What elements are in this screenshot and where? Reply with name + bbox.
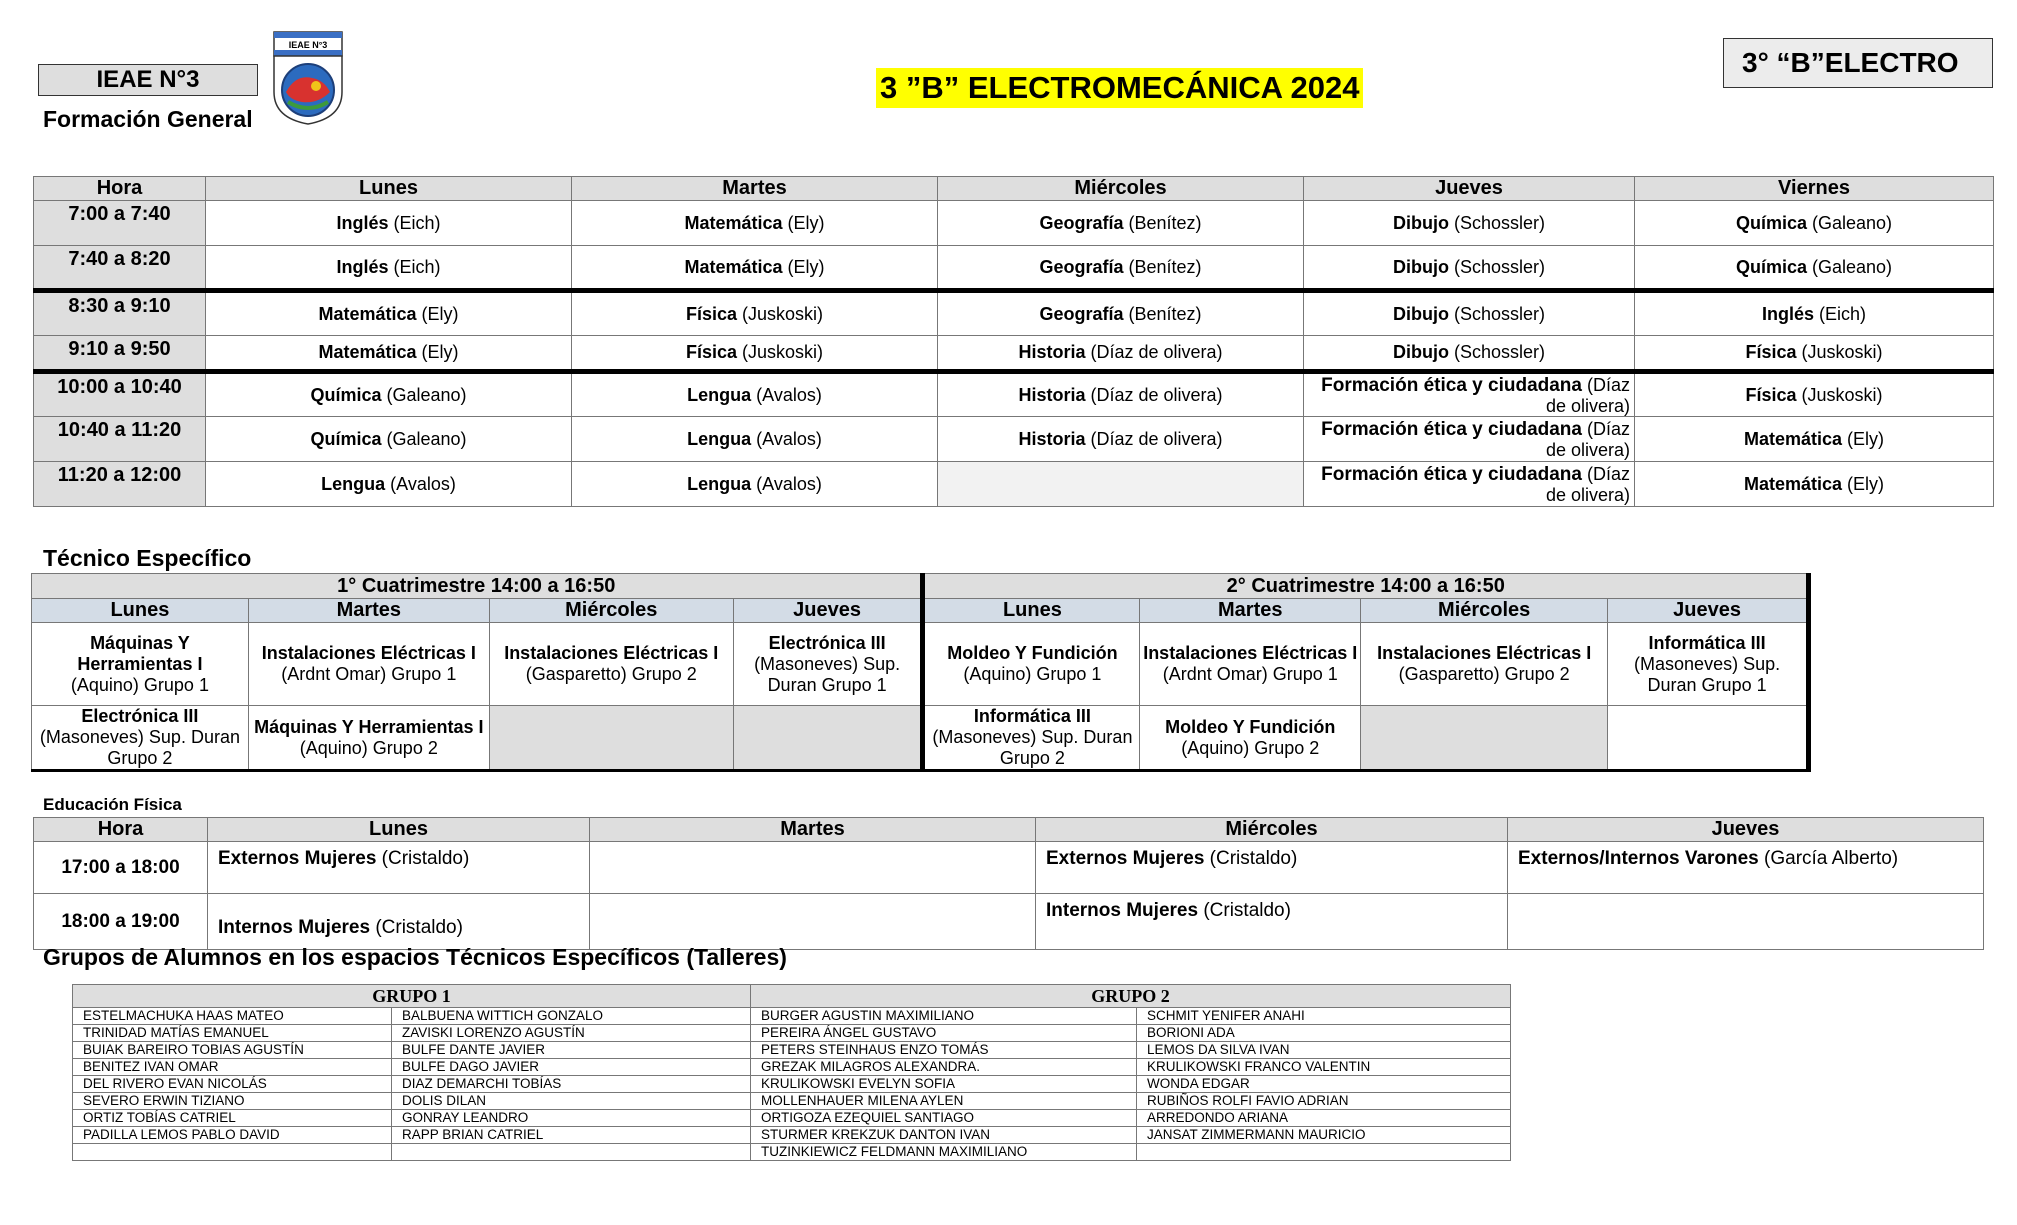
class-cell [1304,201,1635,246]
student-name: ARREDONDO ARIANA [1137,1110,1511,1127]
student-name: GREZAK MILAGROS ALEXANDRA. [751,1059,1137,1076]
table-row [34,372,1994,417]
subject-name: Inglés [1761,303,1814,324]
student-name: RAPP BRIAN CATRIEL [392,1127,751,1144]
school-label: IEAE N°3 [38,64,258,96]
subject-name: Moldeo Y Fundición [947,643,1118,663]
subject-name: Lengua [687,428,752,449]
class-cell [572,291,938,336]
column-header: Martes [572,177,938,201]
student-name: ESTELMACHUKA HAAS MATEO [73,1008,392,1025]
class-cell [572,462,938,507]
teacher-name: (Masoneves) Sup. Duran Grupo 1 [754,653,901,695]
table-row [34,336,1994,372]
day-header: Miércoles [1361,599,1608,623]
teacher-name: (Benítez) [1123,256,1202,277]
teacher-name: (Benítez) [1123,212,1202,233]
time-cell: 8:30 a 9:10 [34,291,206,336]
student-name: TRINIDAD MATÍAS EMANUEL [73,1025,392,1042]
subject-name: Matemática [318,303,417,324]
table-header-row [34,818,1984,842]
teacher-name: (Galeano) [1806,212,1893,233]
student-name: SCHMIT YENIFER ANAHI [1137,1008,1511,1025]
subject-name: Matemática [684,256,783,277]
subject-name: Máquinas Y Herramientas I [77,632,203,674]
time-cell: 7:40 a 8:20 [34,246,206,291]
student-name: BUIAK BAREIRO TOBIAS AGUSTÍN [73,1042,392,1059]
subject-name: Externos Mujeres [218,848,377,869]
day-header: Lunes [923,599,1140,623]
subject-name: Máquinas Y Herramientas I [254,716,484,737]
column-header: Martes [590,818,1036,842]
subject-name: Moldeo Y Fundición [1165,716,1336,737]
class-cell [938,462,1304,507]
class-cell [208,894,590,950]
teacher-name: (Ely) [1842,473,1885,494]
day-header: Jueves [1608,599,1809,623]
grupos-title: Grupos de Alumnos en los espacios Técnicos Específicos (Talleres) [43,944,787,970]
teacher-name: (Ely) [1842,428,1885,449]
class-cell [1304,336,1635,372]
subject-name: Electrónica III [768,632,886,653]
workshop-cell [923,623,1140,706]
time-cell: 11:20 a 12:00 [34,462,206,507]
subject-name: Inglés [336,256,389,277]
educacion-fisica-table [33,817,1984,950]
day-header: Lunes [32,599,249,623]
teacher-name: (Cristaldo) [370,917,463,938]
class-cell [572,372,938,417]
cuatrimestre-2-header: 2° Cuatrimestre 14:00 a 16:50 [923,574,1809,599]
column-header: Miércoles [1036,818,1508,842]
workshop-cell [489,623,733,706]
student-name: BALBUENA WITTICH GONZALO [392,1008,751,1025]
class-cell [206,246,572,291]
subject-name: Química [1735,212,1807,233]
class-cell [572,246,938,291]
days-row [32,599,1809,623]
time-cell: 9:10 a 9:50 [34,336,206,372]
student-name: ORTIZ TOBÍAS CATRIEL [73,1110,392,1127]
page-title: 3 ”B” ELECTROMECÁNICA 2024 [876,68,1363,108]
student-name: BULFE DANTE JAVIER [392,1042,751,1059]
student-name: BURGER AGUSTIN MAXIMILIANO [751,1008,1137,1025]
workshop-cell [733,623,923,706]
class-cell [938,291,1304,336]
subject-name: Dibujo [1392,256,1449,277]
student-row [73,1008,1511,1025]
tecnico-title: Técnico Específico [43,545,252,571]
student-name: DOLIS DILAN [392,1093,751,1110]
subject-name: Física [685,303,737,324]
class-cell [1635,246,1994,291]
subject-name: Informática III [1648,632,1766,653]
svg-text:IEAE N°3: IEAE N°3 [288,40,328,50]
table-row [32,706,1809,771]
teacher-name: (Schossler) [1448,303,1546,324]
table-header-row [73,985,1511,1008]
subject-name: Informática III [973,706,1091,726]
cuatrimestre-row [32,574,1809,599]
table-row [34,246,1994,291]
teacher-name: (Masoneves) Sup. Duran Grupo 2 [39,727,240,768]
column-header: Jueves [1508,818,1984,842]
workshop-cell [1361,706,1608,771]
workshop-cell [248,623,489,706]
subject-name: Geografía [1039,303,1124,324]
student-row [73,1025,1511,1042]
subject-name: Instalaciones Eléctricas I [1143,643,1358,663]
subject-name: Geografía [1039,212,1124,233]
table-row [34,842,1984,894]
class-cell [1635,417,1994,462]
subject-name: Historia [1018,384,1086,405]
teacher-name: (Eich) [388,256,441,277]
subject-name: Internos Mujeres [1046,900,1199,921]
grupo-1-header: GRUPO 1 [73,985,751,1008]
time-cell: 18:00 a 19:00 [34,894,208,950]
workshop-cell [489,706,733,771]
class-cell [206,291,572,336]
time-cell: 10:40 a 11:20 [34,417,206,462]
teacher-name: (Cristaldo) [1204,848,1298,869]
table-row [32,623,1809,706]
teacher-name: (Aquino) Grupo 1 [963,664,1102,684]
teacher-name: (Gasparetto) Grupo 2 [1398,664,1570,684]
workshop-cell [1608,706,1809,771]
student-name: GONRAY LEANDRO [392,1110,751,1127]
student-row [73,1042,1511,1059]
subject-name: Geografía [1039,256,1124,277]
student-name: TUZINKIEWICZ FELDMANN MAXIMILIANO [751,1144,1137,1161]
teacher-name: (Masoneves) Sup. Duran Grupo 2 [932,727,1133,768]
workshop-cell [1140,623,1361,706]
student-name: SEVERO ERWIN TIZIANO [73,1093,392,1110]
student-name: KRULIKOWSKI EVELYN SOFIA [751,1076,1137,1093]
class-cell [1304,462,1635,507]
student-row [73,1127,1511,1144]
subject-name: Matemática [318,342,417,362]
teacher-name: (Ely) [416,303,459,324]
student-name: MOLLENHAUER MILENA AYLEN [751,1093,1137,1110]
teacher-name: (Juskoski) [737,303,824,324]
class-cell [938,336,1304,372]
table-header-row [34,177,1994,201]
subject-name: Dibujo [1392,212,1449,233]
subject-name: Internos Mujeres [218,917,371,938]
student-row [73,1093,1511,1110]
student-row [73,1110,1511,1127]
workshop-cell [923,706,1140,771]
teacher-name: (Díaz de olivera) [1545,418,1630,460]
teacher-name: (Avalos) [385,473,456,494]
class-cell [1635,291,1994,336]
subject-name: Formación ética y ciudadana [1321,374,1582,396]
teacher-name: (Díaz de olivera) [1085,342,1223,362]
student-name: WONDA EDGAR [1137,1076,1511,1093]
subject-name: Física [685,342,737,362]
student-name: LEMOS DA SILVA IVAN [1137,1042,1511,1059]
day-header: Martes [248,599,489,623]
class-cell [590,842,1036,894]
teacher-name: (Juskoski) [1796,384,1883,405]
tecnico-schedule-table [31,573,1811,772]
subject-name: Dibujo [1392,342,1449,362]
teacher-name: (Díaz de olivera) [1085,384,1223,405]
column-header: Jueves [1304,177,1635,201]
class-cell [1304,246,1635,291]
teacher-name: (Ely) [782,256,825,277]
class-cell [1635,201,1994,246]
subject-name: Formación ética y ciudadana [1321,418,1582,440]
subject-name: Lengua [687,384,752,405]
subject-name: Matemática [684,212,783,233]
subject-name: Dibujo [1392,303,1449,324]
workshop-cell [32,706,249,771]
student-row [73,1144,1511,1161]
subject-name: Externos/Internos Varones [1518,848,1759,869]
student-name: BORIONI ADA [1137,1025,1511,1042]
subject-name: Historia [1018,342,1086,362]
column-header: Hora [34,818,208,842]
workshop-cell [733,706,923,771]
student-name [1137,1144,1511,1161]
class-cell [206,462,572,507]
subject-name: Lengua [321,473,386,494]
student-name: PEREIRA ÁNGEL GUSTAVO [751,1025,1137,1042]
teacher-name: (Díaz de olivera) [1545,374,1630,416]
teacher-name: (Aquino) Grupo 2 [1181,737,1320,758]
table-row [34,462,1994,507]
class-cell [938,246,1304,291]
subject-name: Historia [1018,428,1086,449]
class-cell [938,417,1304,462]
grupos-table [72,984,1511,1161]
teacher-name: (Benítez) [1123,303,1202,324]
teacher-name: (Díaz de olivera) [1085,428,1223,449]
student-name: KRULIKOWSKI FRANCO VALENTIN [1137,1059,1511,1076]
teacher-name: (Ely) [416,342,459,362]
class-cell [208,842,590,894]
teacher-name: (Díaz de olivera) [1545,463,1630,505]
workshop-cell [1140,706,1361,771]
teacher-name: (Avalos) [751,473,822,494]
column-header: Lunes [206,177,572,201]
teacher-name: (Schossler) [1448,256,1546,277]
workshop-cell [1608,623,1809,706]
teacher-name: (Schossler) [1448,212,1546,233]
day-header: Martes [1140,599,1361,623]
class-cell [1508,842,1984,894]
teacher-name: (Galeano) [381,384,467,405]
student-name: BENITEZ IVAN OMAR [73,1059,392,1076]
teacher-name: (Avalos) [751,428,822,449]
teacher-name: (Masoneves) Sup. Duran Grupo 1 [1634,653,1781,695]
student-name: ZAVISKI LORENZO AGUSTÍN [392,1025,751,1042]
student-name: DEL RIVERO EVAN NICOLÁS [73,1076,392,1093]
subject-name: Instalaciones Eléctricas I [261,643,476,663]
subject-name: Instalaciones Eléctricas I [1377,643,1592,663]
workshop-cell [1361,623,1608,706]
student-name: JANSAT ZIMMERMANN MAURICIO [1137,1127,1511,1144]
workshop-cell [248,706,489,771]
teacher-name: (Schossler) [1448,342,1546,362]
teacher-name: (Cristaldo) [1198,900,1291,921]
student-name: PADILLA LEMOS PABLO DAVID [73,1127,392,1144]
column-header: Hora [34,177,206,201]
section-label: Formación General [43,106,253,132]
student-name: PETERS STEINHAUS ENZO TOMÁS [751,1042,1137,1059]
class-cell [938,372,1304,417]
class-cell [572,336,938,372]
day-header: Jueves [733,599,923,623]
teacher-name: (Juskoski) [737,342,824,362]
teacher-name: (Ardnt Omar) Grupo 1 [281,664,457,684]
column-header: Lunes [208,818,590,842]
subject-name: Externos Mujeres [1046,848,1205,869]
subject-name: Formación ética y ciudadana [1321,463,1582,485]
workshop-cell [32,623,249,706]
column-header: Viernes [1635,177,1994,201]
student-name: DIAZ DEMARCHI TOBÍAS [392,1076,751,1093]
class-cell [1508,894,1984,950]
subject-name: Lengua [687,473,752,494]
subject-name: Física [1745,342,1797,362]
cuatrimestre-1-header: 1° Cuatrimestre 14:00 a 16:50 [32,574,923,599]
educacion-fisica-title: Educación Física [43,795,182,814]
time-cell: 17:00 a 18:00 [34,842,208,894]
subject-name: Química [310,384,382,405]
class-cell [206,372,572,417]
class-cell [206,417,572,462]
teacher-name: (Eich) [388,212,441,233]
class-cell [1036,842,1508,894]
teacher-name: (Aquino) Grupo 2 [299,737,438,758]
teacher-name: (Eich) [1814,303,1867,324]
class-cell [572,201,938,246]
day-header: Miércoles [489,599,733,623]
student-name: RUBIÑOS ROLFI FAVIO ADRIAN [1137,1093,1511,1110]
column-header: Miércoles [938,177,1304,201]
teacher-name: (García Alberto) [1758,848,1899,869]
class-cell [1635,372,1994,417]
subject-name: Física [1745,384,1797,405]
class-cell [1304,291,1635,336]
student-row [73,1076,1511,1093]
subject-name: Matemática [1743,428,1843,449]
student-name [73,1144,392,1161]
class-cell [590,894,1036,950]
school-logo-icon [272,30,344,126]
student-name: BULFE DAGO JAVIER [392,1059,751,1076]
student-name [392,1144,751,1161]
subject-name: Inglés [336,212,389,233]
grupo-2-header: GRUPO 2 [751,985,1511,1008]
table-row [34,894,1984,950]
general-schedule-table [33,176,1994,507]
teacher-name: (Juskoski) [1796,342,1883,362]
table-row [34,201,1994,246]
student-name: STURMER KREKZUK DANTON IVAN [751,1127,1137,1144]
time-cell: 7:00 a 7:40 [34,201,206,246]
class-cell [1635,462,1994,507]
class-cell [1304,372,1635,417]
class-cell [206,336,572,372]
subject-name: Química [310,428,382,449]
class-cell [206,201,572,246]
teacher-name: (Ardnt Omar) Grupo 1 [1162,664,1338,684]
class-cell [1036,894,1508,950]
teacher-name: (Aquino) Grupo 1 [70,674,209,695]
teacher-name: (Gasparetto) Grupo 2 [525,664,697,684]
class-cell [1635,336,1994,372]
subject-name: Electrónica III [81,706,199,726]
teacher-name: (Avalos) [751,384,822,405]
subject-name: Instalaciones Eléctricas I [504,643,719,663]
subject-name: Química [1735,256,1807,277]
course-label: 3° “B”ELECTRO [1723,38,1993,88]
student-name: ORTIGOZA EZEQUIEL SANTIAGO [751,1110,1137,1127]
time-cell: 10:00 a 10:40 [34,372,206,417]
student-row [73,1059,1511,1076]
subject-name: Matemática [1743,473,1843,494]
table-row [34,291,1994,336]
teacher-name: (Galeano) [1806,256,1893,277]
class-cell [938,201,1304,246]
teacher-name: (Cristaldo) [376,848,470,869]
teacher-name: (Galeano) [381,428,467,449]
class-cell [572,417,938,462]
table-row [34,417,1994,462]
class-cell [1304,417,1635,462]
teacher-name: (Ely) [782,212,825,233]
